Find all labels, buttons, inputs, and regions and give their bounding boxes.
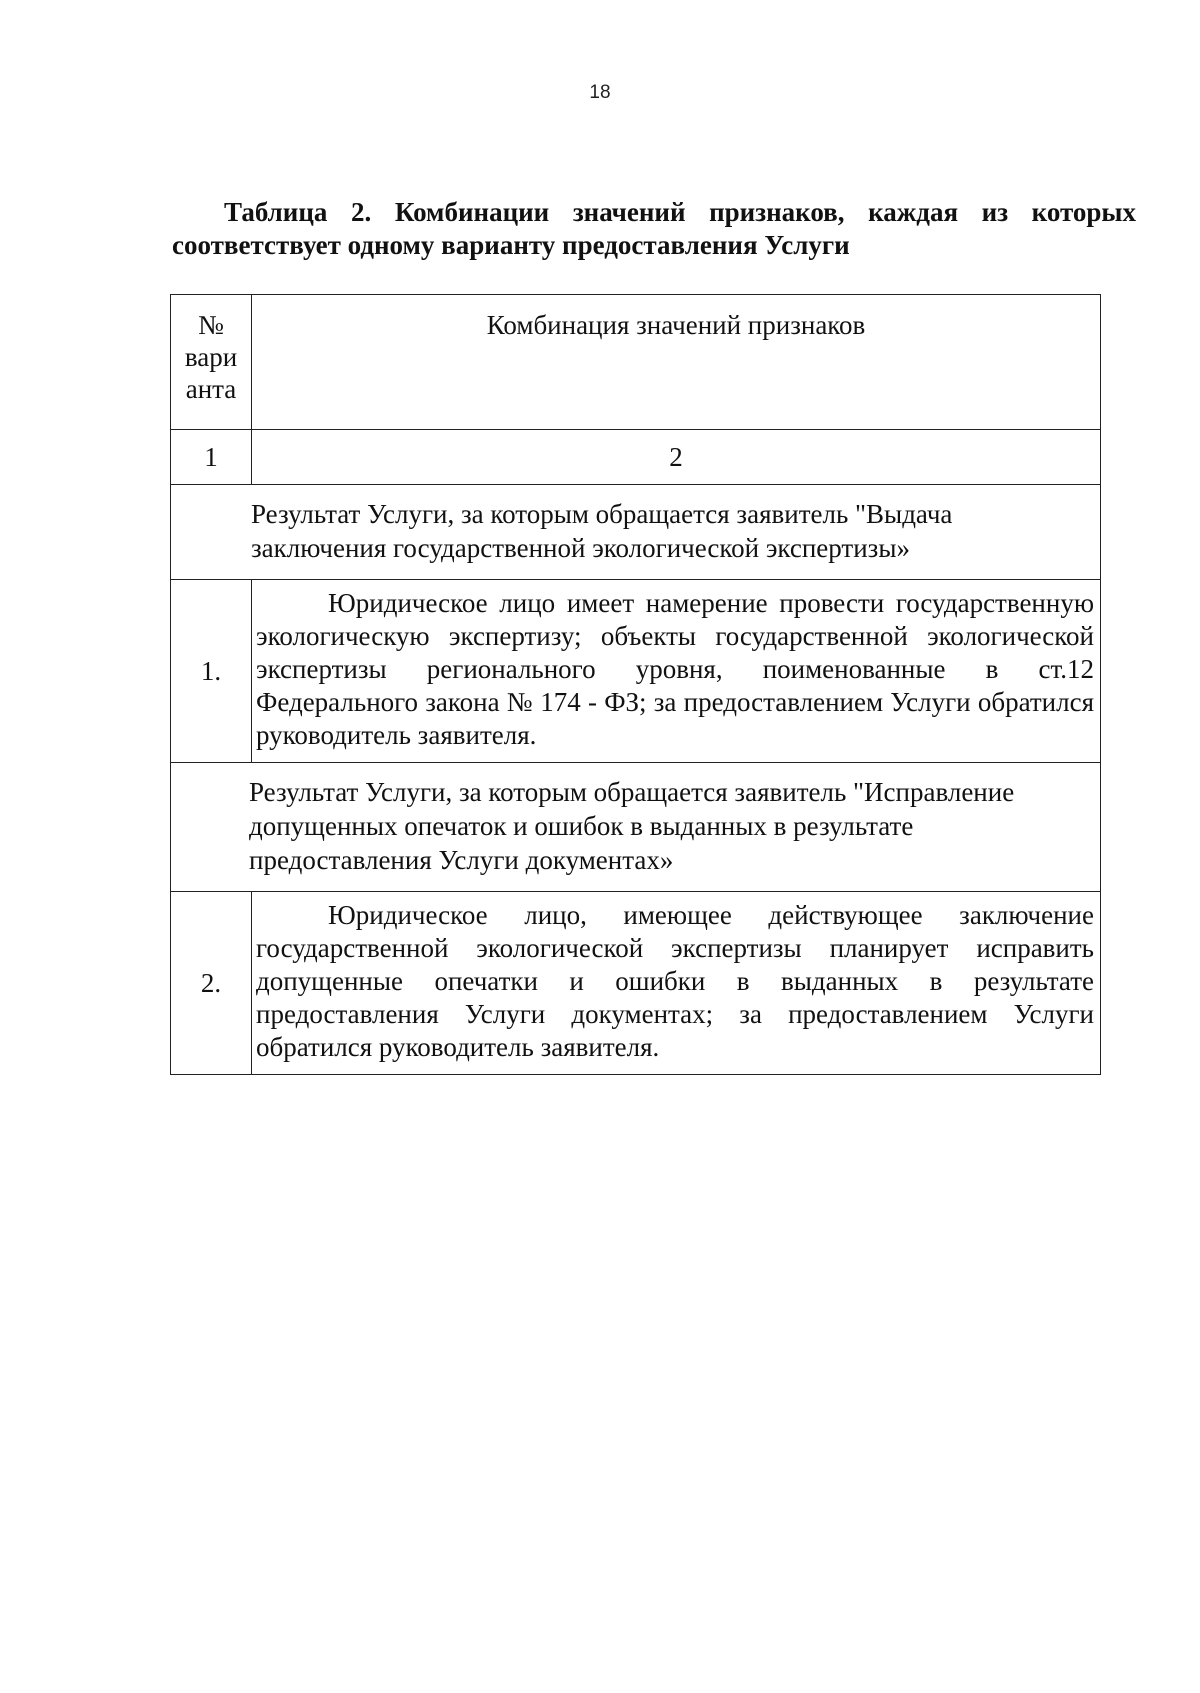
variant-row-1 (171, 580, 1101, 763)
column-index-2: 2 (252, 430, 1101, 485)
variant-number: 2. (171, 892, 252, 1075)
variant-description (252, 892, 1101, 1075)
header-variant-number (171, 295, 252, 430)
table-header-row (171, 295, 1101, 430)
column-index-1: 1 (171, 430, 252, 485)
variant-description-text: Юридическое лицо, имеющее действующее заключение государственной экологической экспертизы планирует исправить допущенные опечатки и ошибки в выданных в результате предоставления Услуги документах; за предоставлением Услуги обратился руководитель заявителя. (256, 900, 1094, 1062)
header-combination: Комбинация значений признаков (252, 295, 1101, 430)
section-result-text: Результат Услуги, за которым обращается заявитель "Выдача заключения государственной экологической экспертизы» (171, 485, 1101, 580)
variant-row-2 (171, 892, 1101, 1075)
section-result-text: Результат Услуги, за которым обращается заявитель "Исправление допущенных опечаток и ошибок в выданных в результате предоставления Услуги документах» (171, 763, 1101, 892)
header-num-line2: вари (184, 342, 238, 372)
section-row-1 (171, 485, 1101, 580)
page-number: 18 (589, 82, 611, 103)
variant-number: 1. (171, 580, 252, 763)
column-index-row (171, 430, 1101, 485)
header-num-line3: анта (185, 374, 237, 404)
variants-table (170, 294, 1101, 1075)
variant-description (252, 580, 1101, 763)
table-title (172, 196, 1136, 262)
variant-description-text: Юридическое лицо имеет намерение провести государственную экологическую экспертизу; объекты государственной экологической экспертизы регионального уровня, поименованные в ст.12 Федерального закона № 174 - ФЗ; за предоставлением Услуги обратился руководитель заявителя. (256, 588, 1094, 750)
table-title-line2: соответствует одному варианту предоставления Услуги (172, 230, 850, 260)
table-title-line1: Таблица 2. Комбинации значений признаков, каждая из которых (224, 197, 1136, 227)
section-row-2 (171, 763, 1101, 892)
header-num-line1: № (198, 310, 224, 340)
